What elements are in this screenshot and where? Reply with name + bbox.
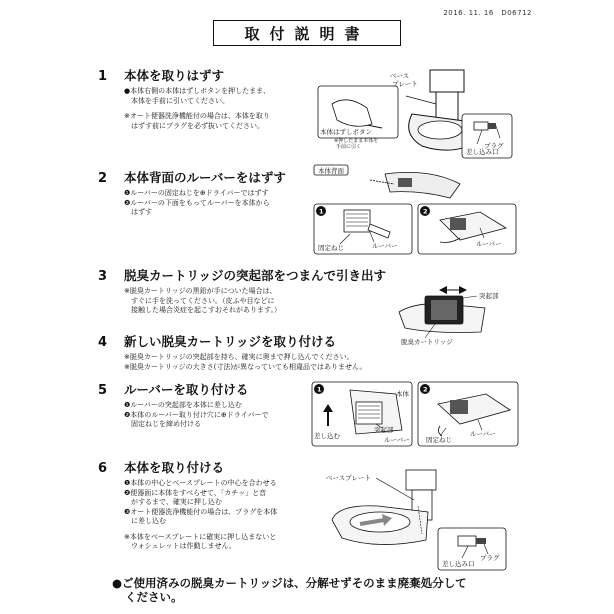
svg-text:ベース: ベース [390,72,410,80]
step-description [124,189,318,218]
step-line: はずす [124,208,152,216]
step-line: ※オート便器洗浄機能付の場合は、本体を取り [124,112,270,120]
back-view-label: 本体背面 [318,167,344,175]
step-line: はずす前にプラグを必ず抜いてください。 [124,121,264,130]
step-line: ❶ルーバーの固定ねじを⊕ドライバーではずす [124,189,269,197]
protrusion-label: 突起部 [374,426,394,434]
step-line: ❶本体の中心とベースプレートの中心を合わせる [124,479,277,487]
step-line: ❷ルーバーの下面をもってルーバーを本体から [124,198,270,207]
document-date: 2016. 11. 16 D06712 [443,9,532,17]
step-6 [98,458,318,556]
disposal-notice-line-2: ください。 [125,590,183,604]
step-line: ※本体をベースプレートに確実に押し込まないと [124,532,277,541]
step-5-illustration [310,380,522,450]
step-line: ウォシュレットは作動しません。 [124,542,236,550]
step-line: に差し込む [124,517,166,525]
step-number: 4 [98,335,108,350]
step-title: 本体背面のルーバーをはずす [124,170,286,185]
disposal-notice [112,576,512,604]
louver-label: ルーバー [476,240,502,248]
step-description [124,479,318,552]
svg-text:手前に引く: 手前に引く [336,144,362,150]
step-1-illustration [312,64,517,164]
fixing-screw-label: 固定ねじ [426,436,452,444]
step-4 [98,332,458,376]
step-title: ルーバーを取り付ける [124,382,249,397]
release-button-label: 本体はずしボタン [320,128,372,136]
step-line: ❸オート便器洗浄機能付の場合は、プラグを本体 [124,507,278,516]
step-number: 3 [98,269,108,284]
circle-1-label: 1 [317,385,322,394]
step-2 [98,168,318,222]
step-1 [98,66,318,135]
insert-label: 差し込む [314,432,340,440]
step-title: 脱臭カートリッジの突起部をつまんで引き出す [124,268,387,283]
svg-text:※押したまま本体を: ※押したまま本体を [334,138,379,144]
svg-text:プレート: プレート [392,80,418,88]
step-line: 固定ねじを締め付ける [124,420,201,428]
step-number: 6 [98,461,108,476]
step-number: 5 [98,383,108,398]
step-description [124,401,318,430]
step-3 [98,266,418,320]
step-line: ※脱臭カートリッジの黒鉛が手についた場合は、 [124,287,277,295]
step-line: ❶ルーバーの突起部を本体に差し込む [124,401,242,409]
circle-2-label: 2 [423,385,428,394]
step-6-illustration [318,466,518,572]
step-line: ※脱臭カートリッジの突起部を持ち、確実に奥まで押し込んでください。 [124,353,354,361]
fixing-screw-label: 固定ねじ [318,244,344,252]
step-line: 本体を手前に引いてください。 [124,96,229,105]
step-number: 1 [98,69,108,84]
socket-label: 差し込み口 [466,148,499,156]
step-line: ※脱臭カートリッジの大きさ(寸法)が異なっていても相違品ではありません。 [124,362,367,371]
louver-label: ルーバー [384,436,410,444]
louver-label: ルーバー [470,430,496,438]
disposal-notice-line-1: ●ご使用済みの脱臭カートリッジは、分解せずそのまま廃棄処分して [112,576,467,590]
base-plate-label: ベースプレート [326,474,371,482]
circle-2-label: 2 [423,207,428,216]
step-title: 本体を取りはずす [124,68,225,83]
body-label: 本体 [396,390,409,398]
step-line: 接触した場合炎症を起こすおそれがあります。） [124,306,281,314]
step-line: すぐに手を洗ってください。（皮ふや目などに [124,296,275,305]
step-line: ❷便器面に本体をすべらせて、「カチッ」と音 [124,488,267,497]
louver-label: ルーバー [372,242,398,250]
page-title: 取付説明書 [213,20,401,46]
step-number: 2 [98,171,108,186]
step-description [124,287,418,316]
cartridge-label: 脱臭カートリッジ [401,338,453,346]
step-description [124,353,458,372]
step-title: 新しい脱臭カートリッジを取り付ける [124,334,337,349]
plug-label: プラグ [480,554,500,562]
step-2-illustration [310,162,520,262]
protrusion-label: 突起部 [479,292,499,300]
circle-1-label: 1 [319,207,324,216]
step-line: がするまで、確実に押し込む [124,498,222,506]
step-5 [98,380,318,434]
step-title: 本体を取り付ける [124,460,225,475]
step-line: ●本体右側の本体はずしボタンを押したまま、 [124,87,271,95]
socket-label: 差し込み口 [442,560,475,568]
step-line: ❷本体のルーバー取り付け穴に⊕ドライバーで [124,410,269,419]
plug-label: プラグ [484,142,504,150]
step-description [124,87,318,131]
